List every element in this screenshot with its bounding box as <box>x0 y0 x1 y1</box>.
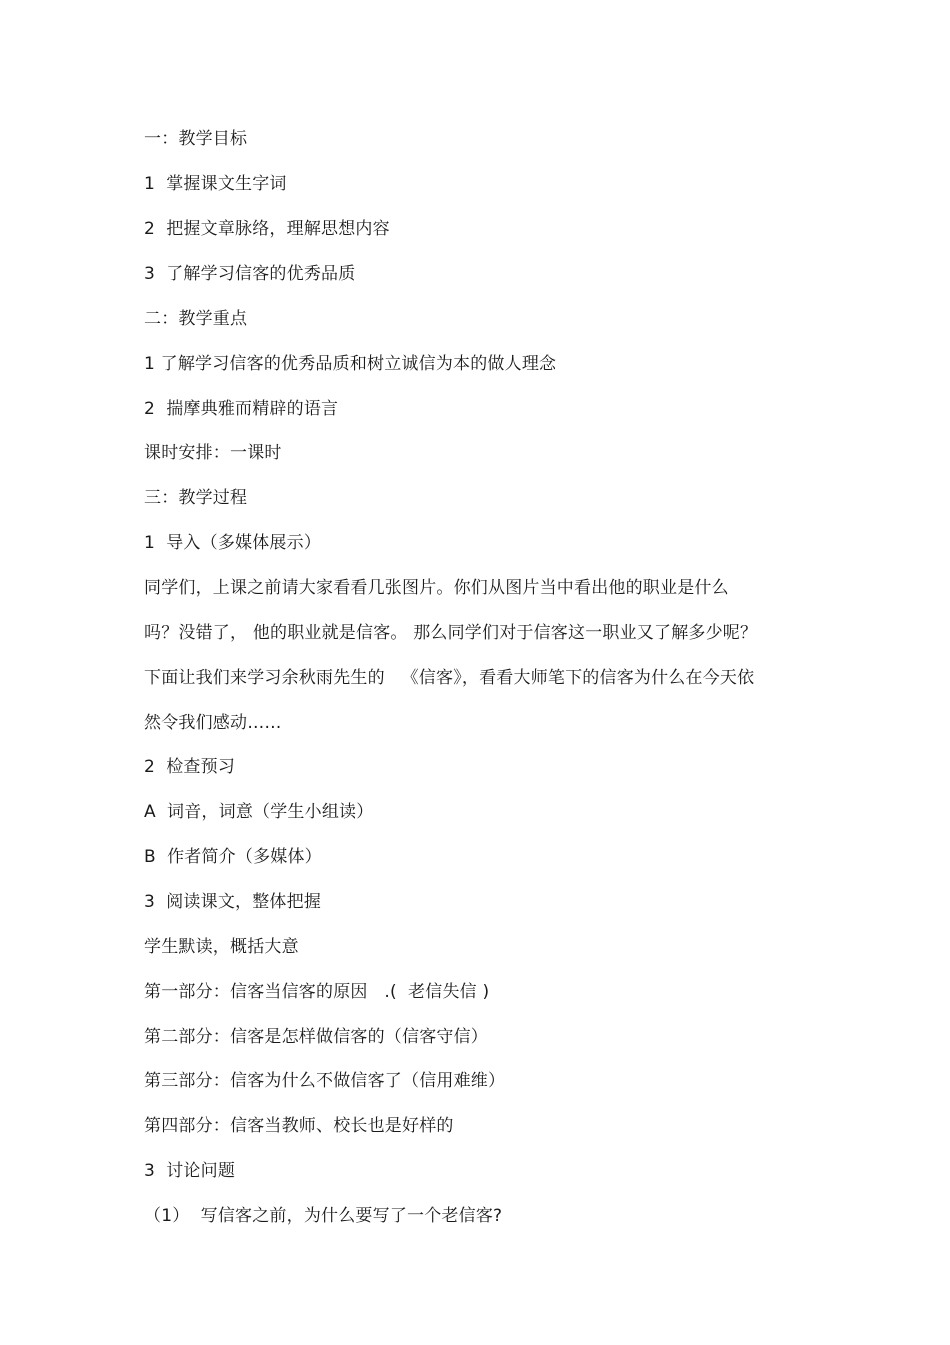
section-heading-key-points: 二：教学重点 <box>144 309 248 329</box>
part-one-summary: 第一部分：信客当信客的原因 .( 老信失信 ) <box>144 982 490 1002</box>
intro-paragraph-line-3: 下面让我们来学习余秋雨先生的 《信客》，看看大师笔下的信客为什么在今天依 <box>144 668 755 688</box>
objective-item-2: 2 把握文章脉络，理解思想内容 <box>144 219 390 239</box>
intro-paragraph-line-1: 同学们，上课之前请大家看看几张图片。你们从图片当中看出他的职业是什么 <box>144 578 729 598</box>
preview-item-a: A 词音，词意（学生小组读） <box>144 802 374 822</box>
section-heading-objectives: 一：教学目标 <box>144 129 248 149</box>
preview-item-b: B 作者简介（多媒体） <box>144 847 322 867</box>
key-point-item-2: 2 揣摩典雅而精辟的语言 <box>144 399 339 419</box>
objective-item-1: 1 掌握课文生字词 <box>144 174 287 194</box>
process-step-2-heading: 2 检查预习 <box>144 757 236 777</box>
silent-reading-line: 学生默读，概括大意 <box>144 937 299 957</box>
process-step-1-heading: 1 导入（多媒体展示） <box>144 533 322 553</box>
intro-paragraph-line-2: 吗？没错了， 他的职业就是信客。 那么同学们对于信客这一职业又了解多少呢？ <box>144 623 758 643</box>
discussion-question-1: （1） 写信客之前，为什么要写了一个老信客? <box>144 1206 503 1226</box>
part-two-summary: 第二部分：信客是怎样做信客的（信客守信） <box>144 1027 488 1047</box>
objective-item-3: 3 了解学习信客的优秀品质 <box>144 264 356 284</box>
intro-paragraph-line-4: 然令我们感动…… <box>144 713 282 733</box>
part-three-summary: 第三部分：信客为什么不做信客了（信用难维） <box>144 1071 506 1091</box>
process-step-3-heading: 3 阅读课文，整体把握 <box>144 892 322 912</box>
key-point-item-1: 1 了解学习信客的优秀品质和树立诚信为本的做人理念 <box>144 354 557 374</box>
class-schedule-line: 课时安排：一课时 <box>144 443 282 463</box>
discussion-heading: 3 讨论问题 <box>144 1161 236 1181</box>
part-four-summary: 第四部分：信客当教师、校长也是好样的 <box>144 1116 454 1136</box>
section-heading-process: 三：教学过程 <box>144 488 248 508</box>
